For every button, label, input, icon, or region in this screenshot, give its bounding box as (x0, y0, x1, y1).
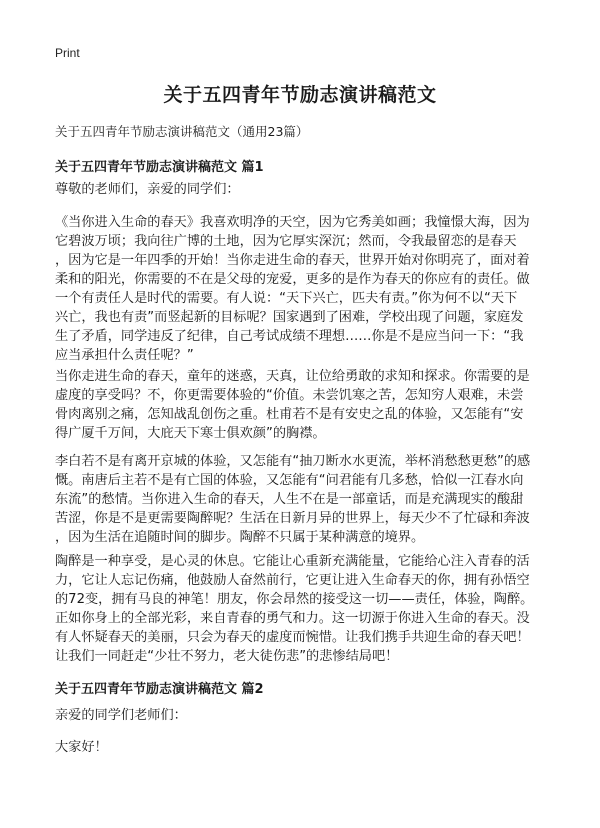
paragraph-line: 它碧波万顷；我向往广博的土地，因为它厚实深沉；然而，令我最留恋的是春天 (55, 234, 517, 249)
paragraph-line: 苦涩，你是不是更需要陶醉呢？生活在日新月异的世界上，每天少不了忙碌和奔波 (55, 511, 530, 526)
paragraph-line: 正如你身上的全部光彩，来自青春的勇气和力。这一切源于你进入生命的春天。没 (55, 611, 530, 626)
paragraph-line: 东流”的愁情。当你进入生命的春天，人生不在是一部童话，而是充满现实的酸甜 (55, 492, 524, 507)
paragraph-line: 应当承担什么责任呢？” (55, 348, 194, 363)
paragraph-line: 得广厦千万间，大庇天下寒士俱欢颜”的胸襟。 (55, 426, 326, 441)
paragraph-line: 《当你进入生命的春天》我喜欢明净的天空，因为它秀美如画；我憧憬大海，因为 (55, 215, 530, 230)
paragraph-line: 力，它让人忘记伤痛，他鼓励人奋然前行，它更让进入生命春天的你，拥有孙悟空 (55, 573, 530, 588)
paragraph-line: ，因为它是一年四季的开始！当你走进生命的春天，世界开始对你明亮了，面对着 (55, 253, 530, 268)
paragraph-line: 的72变，拥有马良的神笔！朋友，你会昂然的接受这一切——责任，体验，陶醉。 (55, 592, 534, 607)
paragraph-line: ，因为生活在追随时间的脚步。陶醉不只属于某种满意的境界。 (55, 530, 425, 545)
greeting: 亲爱的同学们老师们： (55, 708, 187, 723)
paragraph-line: 李白若不是有离开京城的体验，又怎能有“抽刀断水水更流，举杯消愁愁更愁”的感 (55, 454, 531, 469)
paragraph-line: 大家好！ (55, 740, 108, 755)
paragraph-line: 慨。南唐后主若不是有亡国的体验，又怎能有“问君能有几多愁，恰似一江春水向 (55, 473, 524, 488)
paragraph-line: 有人怀疑春天的美丽，只会为春天的虚度而惋惜。让我们携手共迎生命的春天吧！ (55, 630, 530, 645)
print-link[interactable]: Print (55, 46, 80, 60)
paragraph-line: 让我们一同赶走“少壮不努力，老大徒伤悲”的悲惨结局吧！ (55, 649, 399, 664)
paragraph-line: 生了矛盾，同学违反了纪律，自己考试成绩不理想……你是不是应当问一下：“我 (55, 329, 524, 344)
paragraph-line: 虚度的享受吗？不，你更需要体验的“价值。未尝饥寒之苦，怎知穷人艰难，未尝 (55, 388, 524, 403)
document-subtitle: 关于五四青年节励志演讲稿范文（通用23篇） (55, 124, 309, 139)
paragraph-line: 当你走进生命的春天，童年的迷惑，天真，让位给勇敢的求知和探求。你需要的是 (55, 369, 530, 384)
paragraph-line: 一个有责任人是时代的需要。有人说：“天下兴亡，匹夫有责。”你为何不以“天下 (55, 291, 518, 306)
page-title: 关于五四青年节励志演讲稿范文 (163, 84, 437, 106)
paragraph-line: 骨肉离别之痛，怎知战乱创伤之重。杜甫若不是有安史之乱的体验，又怎能有“安 (55, 407, 524, 422)
paragraph-line: 陶醉是一种享受，是心灵的休息。它能让心重新充满能量，它能给心注入青春的活 (55, 554, 530, 569)
paragraph-line: 兴亡，我也有责”而竖起新的目标呢？国家遇到了困难，学校出现了问题，家庭发 (55, 310, 524, 325)
section-heading: 关于五四青年节励志演讲稿范文 篇1 (55, 160, 264, 175)
paragraph-line: 柔和的阳光，你需要的不在是父母的宠爱，更多的是作为春天的你应有的责任。做 (55, 272, 530, 287)
section-heading: 关于五四青年节励志演讲稿范文 篇2 (55, 682, 264, 697)
greeting: 尊敬的老师们，亲爱的同学们： (55, 182, 240, 197)
